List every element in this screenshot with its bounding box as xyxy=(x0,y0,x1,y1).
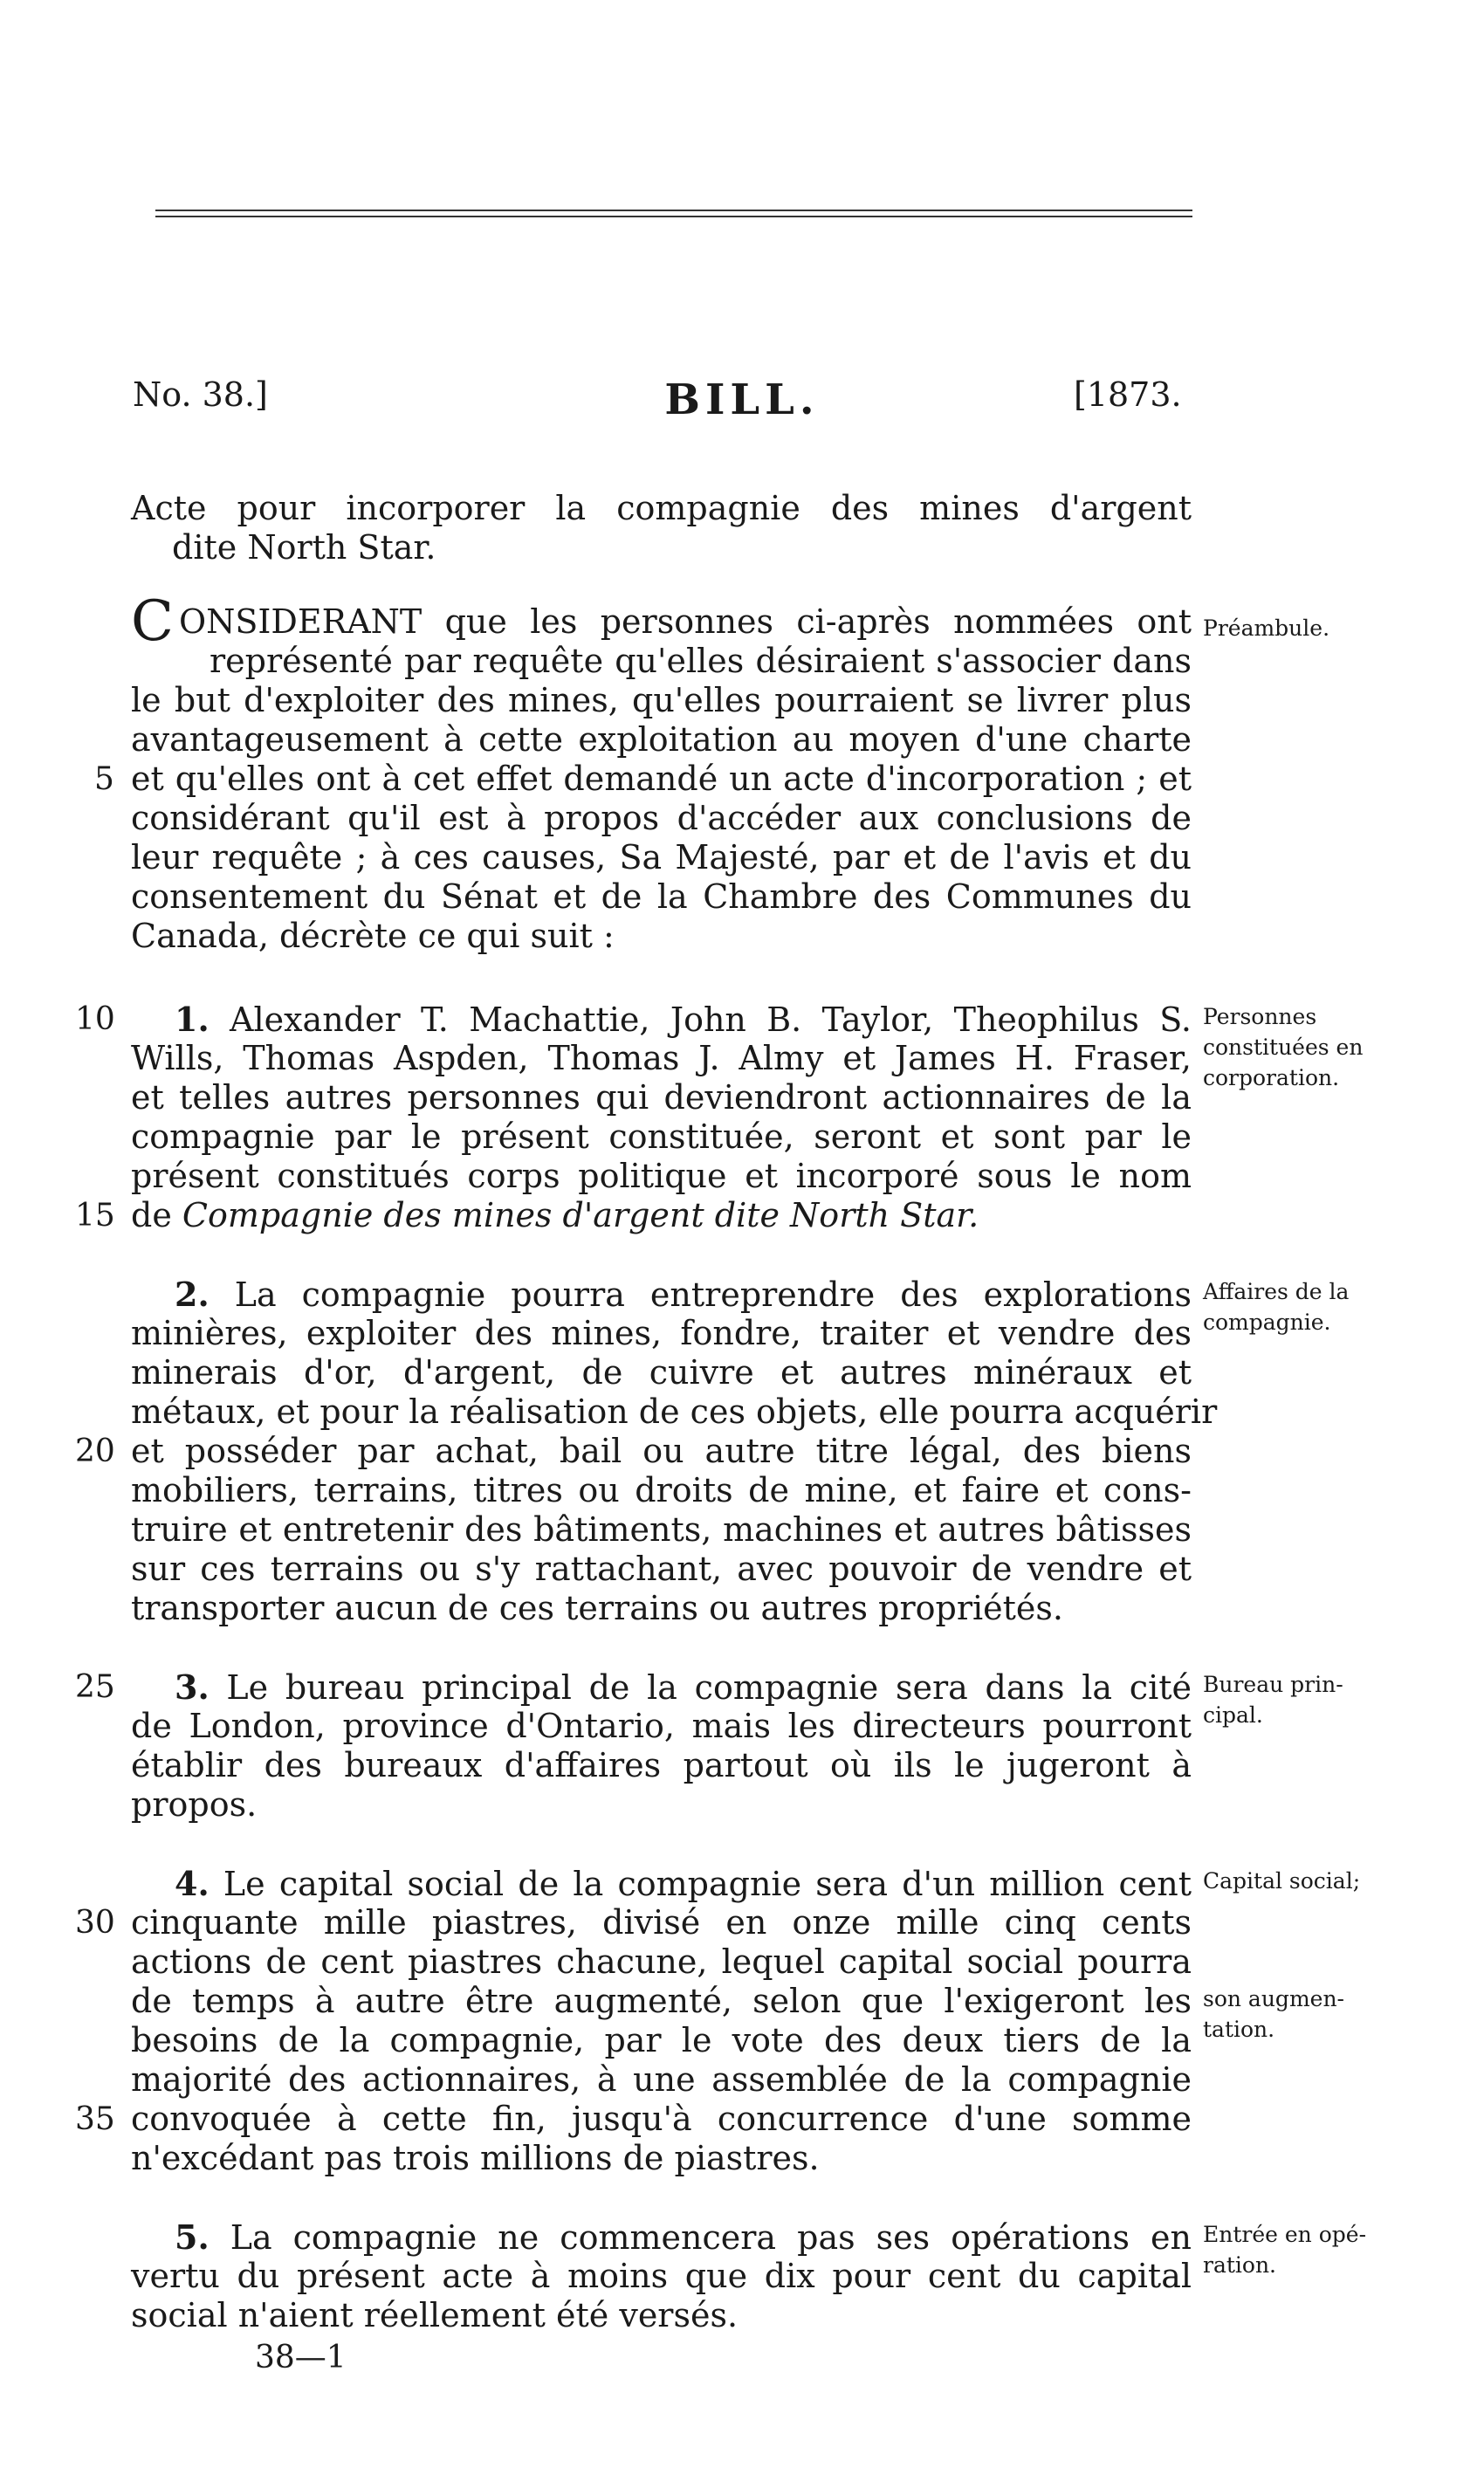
margin-note-s2: Affaires de la xyxy=(1203,1279,1350,1304)
dropcap: C xyxy=(131,589,174,654)
section-line: vertu du présent acte à moins que dix pour cent du capital xyxy=(131,2257,1192,2295)
section-first-text: La compagnie pourra entreprendre des explorations xyxy=(234,1275,1192,1314)
section-line: propos. xyxy=(131,1785,258,1824)
line-number: 25 xyxy=(75,1669,115,1705)
margin-note-s1: corporation. xyxy=(1203,1065,1340,1090)
bill-number: No. 38.] xyxy=(133,375,268,414)
section-line: métaux, et pour la réalisation de ces objets, elle pourra acquérir xyxy=(131,1392,1218,1431)
top-rule-2 xyxy=(155,216,1192,217)
margin-note-s3: cipal. xyxy=(1203,1702,1263,1728)
section-line: truire et entretenir des bâtiments, machines et autres bâtisses xyxy=(131,1510,1192,1549)
section-line: cinquante mille piastres, divisé en onze mille cinq cents xyxy=(131,1903,1192,1942)
section-last-line xyxy=(131,1196,1192,1235)
section-line: actions de cent piastres chacune, lequel capital social pourra xyxy=(131,1942,1192,1981)
line-number: 30 xyxy=(75,1905,115,1941)
company-name: Compagnie des mines d'argent dite North Star. xyxy=(182,1196,979,1234)
section-line: et posséder par achat, bail ou autre titre légal, des biens xyxy=(131,1432,1192,1470)
section-line: de London, province d'Ontario, mais les directeurs pourront xyxy=(131,1707,1192,1745)
section-number: 3. xyxy=(175,1667,210,1707)
section-line: de temps à autre être augmenté, selon que l'exigeront les xyxy=(131,1982,1192,2020)
section-last-prefix: de xyxy=(131,1196,182,1234)
preamble-line: consentement du Sénat et de la Chambre des Communes du xyxy=(131,877,1192,916)
bill-year: [1873. xyxy=(1074,375,1182,414)
section-number: 2. xyxy=(175,1275,210,1314)
section-line: convoquée à cette fin, jusqu'à concurrence d'une somme xyxy=(131,2100,1192,2138)
line-number: 35 xyxy=(75,2101,115,2137)
section-first-line xyxy=(175,1667,1192,1708)
margin-note-s4: Capital social; xyxy=(1203,1868,1361,1894)
section-number: 4. xyxy=(175,1864,210,1903)
margin-note-s4: tation. xyxy=(1203,2017,1275,2042)
section-line: transporter aucun de ces terrains ou autres propriétés. xyxy=(131,1589,1063,1627)
section-line: sur ces terrains ou s'y rattachant, avec pouvoir de vendre et xyxy=(131,1550,1192,1588)
section-line: établir des bureaux d'affaires partout où ils le jugeront à xyxy=(131,1746,1192,1784)
margin-note-preamble: Préambule. xyxy=(1203,615,1330,641)
section-first-line xyxy=(175,1864,1192,1904)
footer-signature: 38—1 xyxy=(255,2340,347,2375)
margin-note-s1: constituées en xyxy=(1203,1035,1364,1060)
section-line: social n'aient réellement été versés. xyxy=(131,2296,739,2334)
preamble-line: considérant qu'il est à propos d'accéder aux conclusions de xyxy=(131,799,1192,837)
margin-note-s3: Bureau prin- xyxy=(1203,1672,1343,1697)
line-number: 5 xyxy=(94,761,114,797)
preamble-line: avantageusement à cette exploitation au moyen d'une charte xyxy=(131,720,1192,759)
top-rule xyxy=(155,210,1192,211)
act-title-line: dite North Star. xyxy=(172,528,436,567)
preamble-first-line xyxy=(131,589,1192,654)
preamble-line: leur requête ; à ces causes, Sa Majesté, par et de l'avis et du xyxy=(131,838,1192,877)
section-first-line xyxy=(175,2217,1192,2258)
margin-note-s1: Personnes xyxy=(1203,1004,1317,1029)
act-title-line: Acte pour incorporer la compagnie des mines d'argent xyxy=(131,489,1192,527)
section-line: compagnie par le présent constituée, seront et sont par le xyxy=(131,1117,1192,1156)
preamble-line: Canada, décrète ce qui suit : xyxy=(131,917,615,955)
preamble-line: le but d'exploiter des mines, qu'elles pourraient se livrer plus xyxy=(131,681,1192,719)
section-first-line xyxy=(175,1000,1192,1040)
preamble-first-text: ONSIDERANT que les personnes ci-après nommées ont xyxy=(178,602,1192,641)
section-line: présent constitués corps politique et incorporé sous le nom xyxy=(131,1157,1192,1195)
section-line: mobiliers, terrains, titres ou droits de mine, et faire et cons- xyxy=(131,1471,1192,1509)
section-number: 5. xyxy=(175,2217,210,2257)
line-number: 15 xyxy=(75,1198,115,1234)
section-line: besoins de la compagnie, par le vote des deux tiers de la xyxy=(131,2021,1192,2059)
section-first-text: Le bureau principal de la compagnie sera dans la cité xyxy=(226,1668,1192,1707)
preamble-line: représenté par requête qu'elles désiraient s'associer dans xyxy=(210,642,1192,680)
section-first-text: Le capital social de la compagnie sera d'un million cent xyxy=(223,1865,1192,1903)
margin-note-s5: ration. xyxy=(1203,2252,1276,2278)
section-first-line xyxy=(175,1275,1192,1315)
line-number: 20 xyxy=(75,1433,115,1469)
section-number: 1. xyxy=(175,1000,210,1039)
bill-title: BILL. xyxy=(664,375,820,424)
section-first-text: Alexander T. Machattie, John B. Taylor, Theophilus S. xyxy=(230,1000,1192,1039)
section-line: Wills, Thomas Aspden, Thomas J. Almy et James H. Fraser, xyxy=(131,1039,1192,1077)
section-first-text: La compagnie ne commencera pas ses opérations en xyxy=(230,2218,1192,2257)
margin-note-s4: son augmen- xyxy=(1203,1986,1344,2011)
section-line: majorité des actionnaires, à une assemblée de la compagnie xyxy=(131,2060,1192,2099)
section-line: minerais d'or, d'argent, de cuivre et autres minéraux et xyxy=(131,1353,1192,1392)
preamble-line: et qu'elles ont à cet effet demandé un acte d'incorporation ; et xyxy=(131,760,1192,798)
margin-note-s5: Entrée en opé- xyxy=(1203,2222,1367,2247)
section-line: minières, exploiter des mines, fondre, traiter et vendre des xyxy=(131,1314,1192,1352)
line-number: 10 xyxy=(75,1001,115,1037)
section-line: et telles autres personnes qui deviendront actionnaires de la xyxy=(131,1078,1192,1117)
section-line: n'excédant pas trois millions de piastres. xyxy=(131,2139,820,2177)
margin-note-s2: compagnie. xyxy=(1203,1310,1331,1335)
